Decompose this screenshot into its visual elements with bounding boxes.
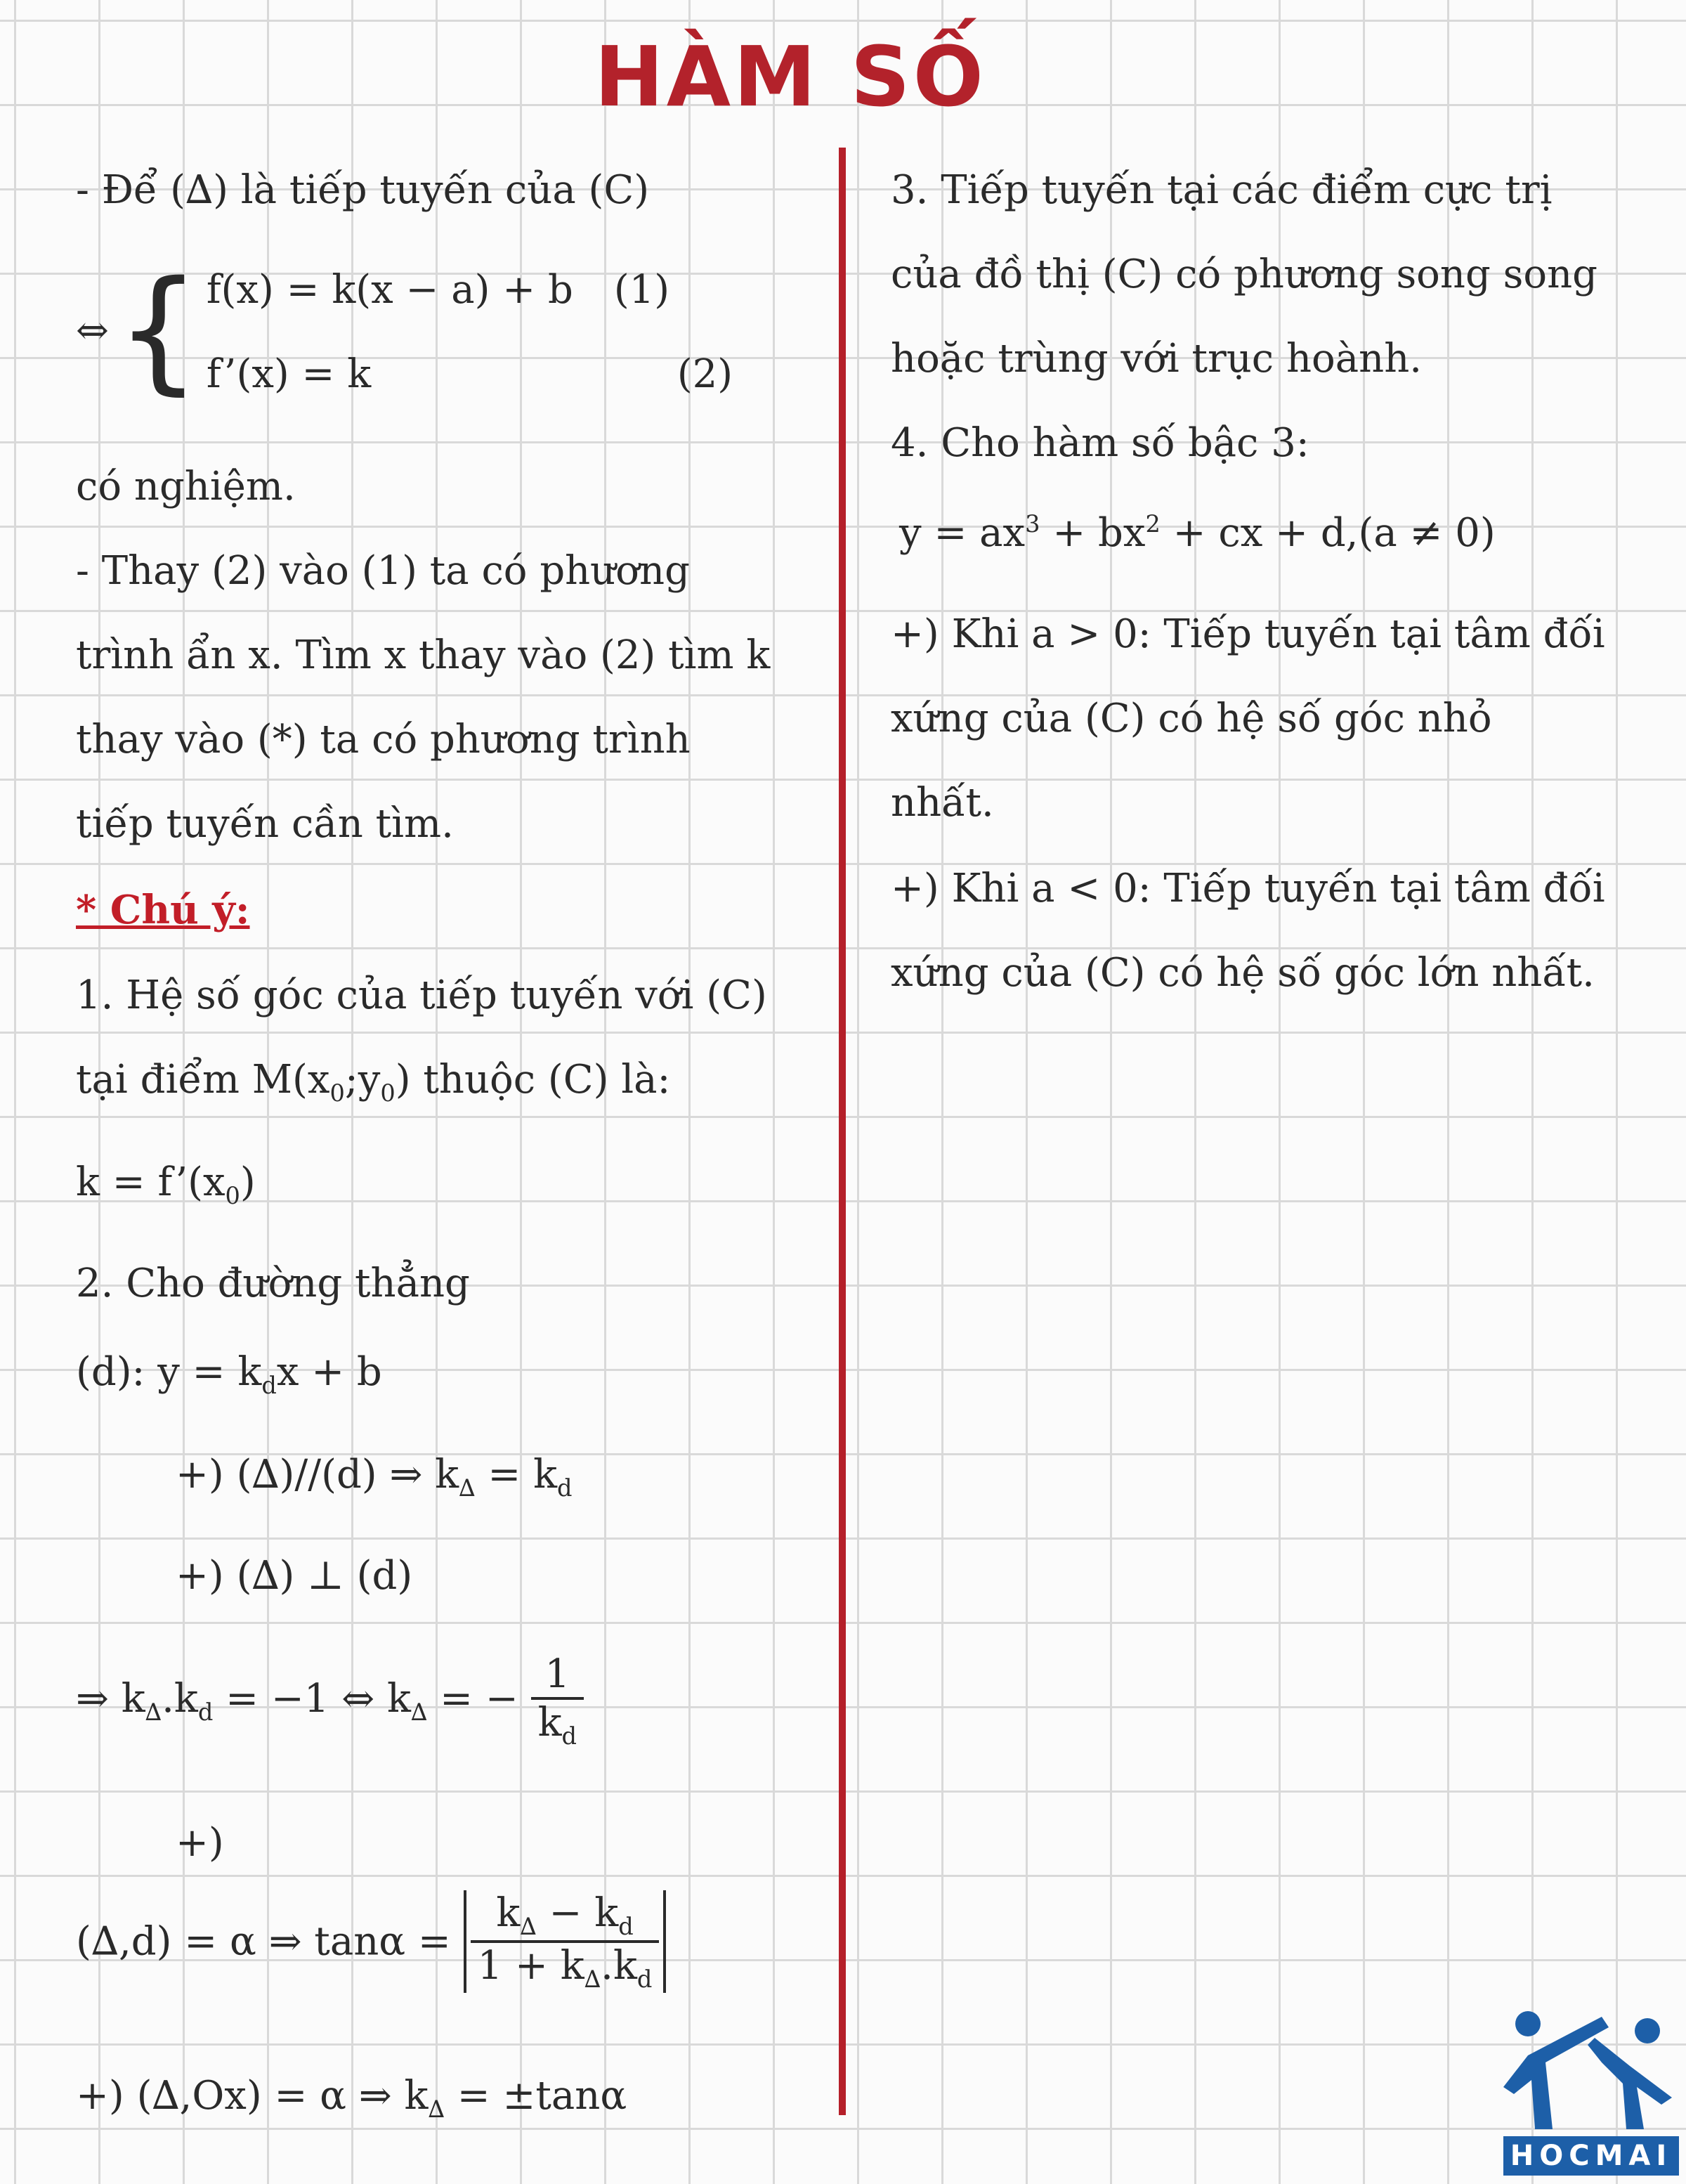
formula-parallel: +) (∆)//(d) ⇒ $k_\Delta = k_d$ — [176, 1452, 573, 1502]
text-line: có nghiệm. — [76, 464, 296, 509]
text-line: 1. Hệ số góc của tiếp tuyến với (C) — [76, 973, 767, 1018]
formula-line-d: (d): $y = k_dx + b$ — [76, 1349, 382, 1399]
formula-ox: +) (∆,Ox) = α ⇒ $k_\Delta = \pm\tan\alpha$ — [76, 2073, 627, 2123]
text-line: 4. Cho hàm số bậc 3: — [891, 420, 1309, 466]
text-line: xứng của (C) có hệ số góc lớn nhất. — [891, 950, 1595, 996]
text-line: trình ẩn x. Tìm x thay vào (2) tìm k — [76, 632, 771, 678]
page-title: HÀM SỐ — [594, 28, 986, 125]
fraction: $\frac{1}{k_d}$ — [531, 1651, 584, 1750]
formula-prefix: +) — [176, 1820, 224, 1866]
text-line: tại điểm $M(x_0;y_0)$ thuộc (C) là: — [76, 1057, 671, 1107]
text-line: +) Khi a < 0: Tiếp tuyến tại tâm đối — [891, 866, 1605, 911]
column-divider — [839, 148, 846, 2115]
text-line: - Để (∆) là tiếp tuyến của (C) — [76, 167, 650, 213]
text-line: xứng của (C) có hệ số góc nhỏ — [891, 696, 1492, 741]
formula-tan: (∆,d) = α ⇒ tanα = $\frac{k_\Delta - k_d}{1 + k_\Delta.k_d}$ — [76, 1890, 666, 1993]
text-line: 2. Cho đường thẳng — [76, 1261, 470, 1306]
text-line: của đồ thị (C) có phương song song — [891, 252, 1597, 297]
equivalence-symbol: ⇔ — [76, 307, 109, 353]
formula-cubic: $y = ax^3 + bx^2$ + cx + d,(a ≠ 0) — [899, 510, 1496, 557]
logo-text: HOCMAI — [1503, 2136, 1679, 2176]
equation-2: f’(x) = k — [206, 351, 372, 397]
equation-1-tag: (1) — [613, 267, 670, 313]
text-line: +) Khi a > 0: Tiếp tuyến tại tâm đối — [891, 611, 1605, 657]
formula-implication: ⇒ $k_\Delta.k_d = -1$ ⇔ $k_\Delta$ = − $\frac{1}{k_d}$ — [76, 1651, 584, 1750]
equation-system — [76, 252, 754, 408]
brace-icon: { — [115, 252, 201, 408]
absolute-value: $\frac{k_\Delta - k_d}{1 + k_\Delta.k_d}$ — [464, 1890, 667, 1993]
text-line: thay vào (*) ta có phương trình — [76, 717, 691, 762]
equation-1: f(x) = k(x − a) + b — [206, 267, 573, 313]
equation-2-tag: (2) — [677, 351, 733, 397]
text-line: tiếp tuyến cần tìm. — [76, 801, 454, 847]
text-line: 3. Tiếp tuyến tại các điểm cực trị — [891, 167, 1553, 213]
text-line: hoặc trùng với trục hoành. — [891, 336, 1423, 382]
formula-k: $k = f’(x_0)$ — [76, 1159, 256, 1209]
formula-perpendicular: +) (∆) ⊥ (d) — [176, 1553, 413, 1599]
note-heading: * Chú ý: — [76, 887, 250, 933]
text-line: nhất. — [891, 780, 994, 826]
text-line: - Thay (2) vào (1) ta có phương — [76, 548, 690, 594]
